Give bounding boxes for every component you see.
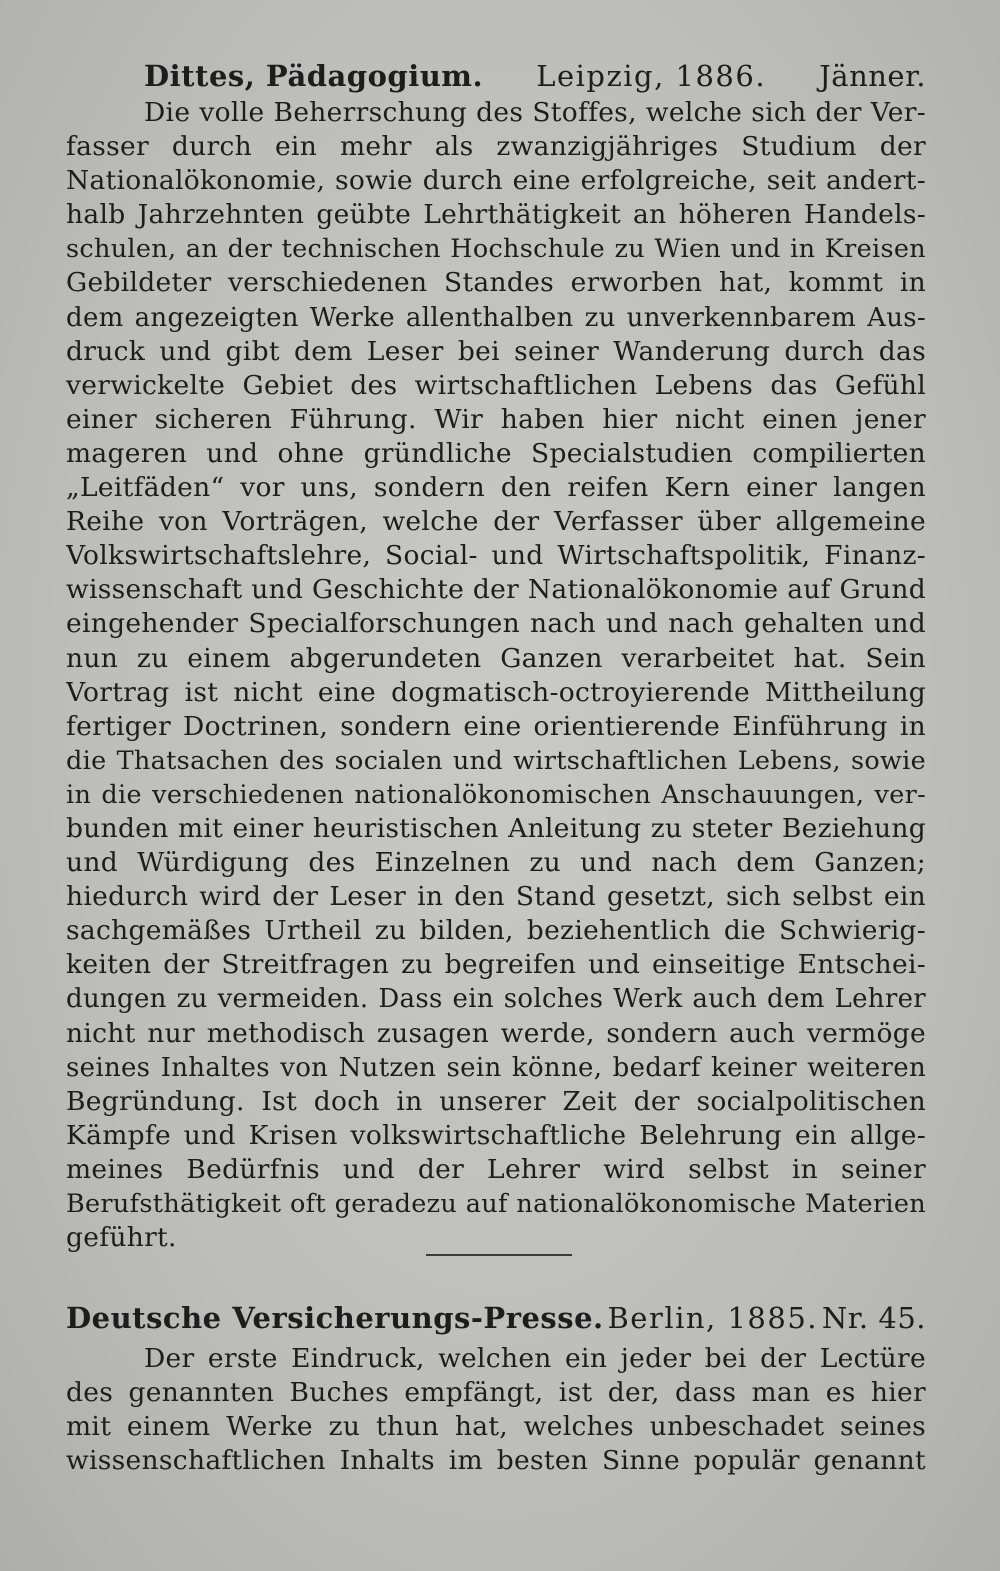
text-line: nun zu einem abgerundeten Ganzen verarbeitet hat. Sein xyxy=(66,642,926,674)
text-line: druck und gibt dem Leser bei seiner Wanderung durch das xyxy=(66,335,926,367)
review-issue: Nr. 45. xyxy=(821,1301,926,1335)
review-header xyxy=(66,58,926,94)
text-line: mageren und ohne gründliche Specialstudien compilierten xyxy=(66,437,926,469)
text-line: nicht nur methodisch zusagen werde, sondern auch vermöge xyxy=(66,1017,926,1049)
text-line: dungen zu vermeiden. Dass ein solches Werk auch dem Lehrer xyxy=(66,984,926,1015)
review-dittes-paedagogium xyxy=(66,58,926,1255)
text-line: „Leitfäden“ vor uns, sondern den reifen Kern einer langen xyxy=(66,472,926,504)
text-line: sachgemäßes Urtheil zu bilden, beziehentlich die Schwierig- xyxy=(66,915,926,947)
text-line: Begründung. Ist doch in unserer Zeit der socialpolitischen xyxy=(66,1085,926,1117)
text-line: Vortrag ist nicht eine dogmatisch-octroyierende Mittheilung xyxy=(66,676,926,708)
text-line: Der erste Eindruck, welchen ein jeder bei der Lectüre xyxy=(144,1343,926,1374)
text-line: wissenschaftlichen Inhalts im besten Sinne populär genannt xyxy=(66,1445,926,1477)
text-line: eingehender Specialforschungen nach und nach gehalten und xyxy=(66,608,926,640)
text-line: Nationalökonomie, sowie durch eine erfolgreiche, seit andert- xyxy=(66,165,926,197)
review-body xyxy=(66,96,926,1255)
section-divider xyxy=(426,1254,572,1256)
review-source: Deutsche Versicherungs-Presse. xyxy=(66,1301,604,1335)
text-line: bunden mit einer heuristischen Anleitung zu steter Beziehung xyxy=(66,812,926,844)
review-source: Dittes, Pädagogium. xyxy=(144,59,484,93)
text-line: des genannten Buches empfängt, ist der, dass man es hier xyxy=(66,1377,926,1409)
text-line: und Würdigung des Einzelnen zu und nach dem Ganzen; xyxy=(66,847,926,879)
text-line: Kämpfe und Krisen volkswirtschaftliche Belehrung ein allge- xyxy=(66,1119,926,1151)
text-line: verwickelte Gebiet des wirtschaftlichen Lebens das Gefühl xyxy=(66,369,926,401)
text-line: Reihe von Vorträgen, welche der Verfasser über allgemeine xyxy=(66,506,926,538)
review-body xyxy=(66,1342,926,1478)
review-issue: Jänner. xyxy=(819,59,926,93)
text-line: in die verschiedenen nationalökonomischen Anschauungen, ver- xyxy=(66,779,926,810)
text-line: geführt. xyxy=(66,1222,177,1254)
text-line: Gebildeter verschiedenen Standes erworben hat, kommt in xyxy=(66,267,926,299)
text-line: dem angezeigten Werke allenthalben zu unverkennbarem Aus- xyxy=(66,302,926,333)
review-deutsche-versicherungs-presse xyxy=(66,1300,926,1478)
text-line: mit einem Werke zu thun hat, welches unbeschadet seines xyxy=(66,1411,926,1443)
text-line: keiten der Streitfragen zu begreifen und einseitige Entschei- xyxy=(66,949,926,981)
text-line: einer sicheren Führung. Wir haben hier nicht einen jener xyxy=(66,403,926,435)
review-place-date: Leipzig, 1886. xyxy=(536,59,767,93)
text-line: Berufsthätigkeit oft geradezu auf nationalökonomische Materien xyxy=(66,1189,926,1219)
text-line: seines Inhaltes von Nutzen sein könne, bedarf keiner weiteren xyxy=(66,1052,926,1083)
text-line: die Thatsachen des socialen und wirtschaftlichen Lebens, sowie xyxy=(66,745,926,776)
text-line: schulen, an der technischen Hochschule zu Wien und in Kreisen xyxy=(66,234,926,265)
text-line: Volkswirtschaftslehre, Social- und Wirtschaftspolitik, Finanz- xyxy=(66,540,926,572)
text-line: fertiger Doctrinen, sondern eine orientierende Einführung in xyxy=(66,710,926,742)
review-header xyxy=(66,1300,926,1336)
text-line: halb Jahrzehnten geübte Lehrthätigkeit an höheren Handels- xyxy=(66,199,926,231)
text-line: meines Bedürfnis und der Lehrer wird selbst in seiner xyxy=(66,1153,926,1185)
text-line: wissenschaft und Geschichte der Nationalökonomie auf Grund xyxy=(66,574,926,606)
text-line: fasser durch ein mehr als zwanzigjähriges Studium der xyxy=(66,131,926,163)
text-line: hiedurch wird der Leser in den Stand gesetzt, sich selbst ein xyxy=(66,881,926,913)
text-line: Die volle Beherrschung des Stoffes, welche sich der Ver- xyxy=(144,97,926,128)
review-place-date: Berlin, 1885. xyxy=(607,1301,819,1335)
